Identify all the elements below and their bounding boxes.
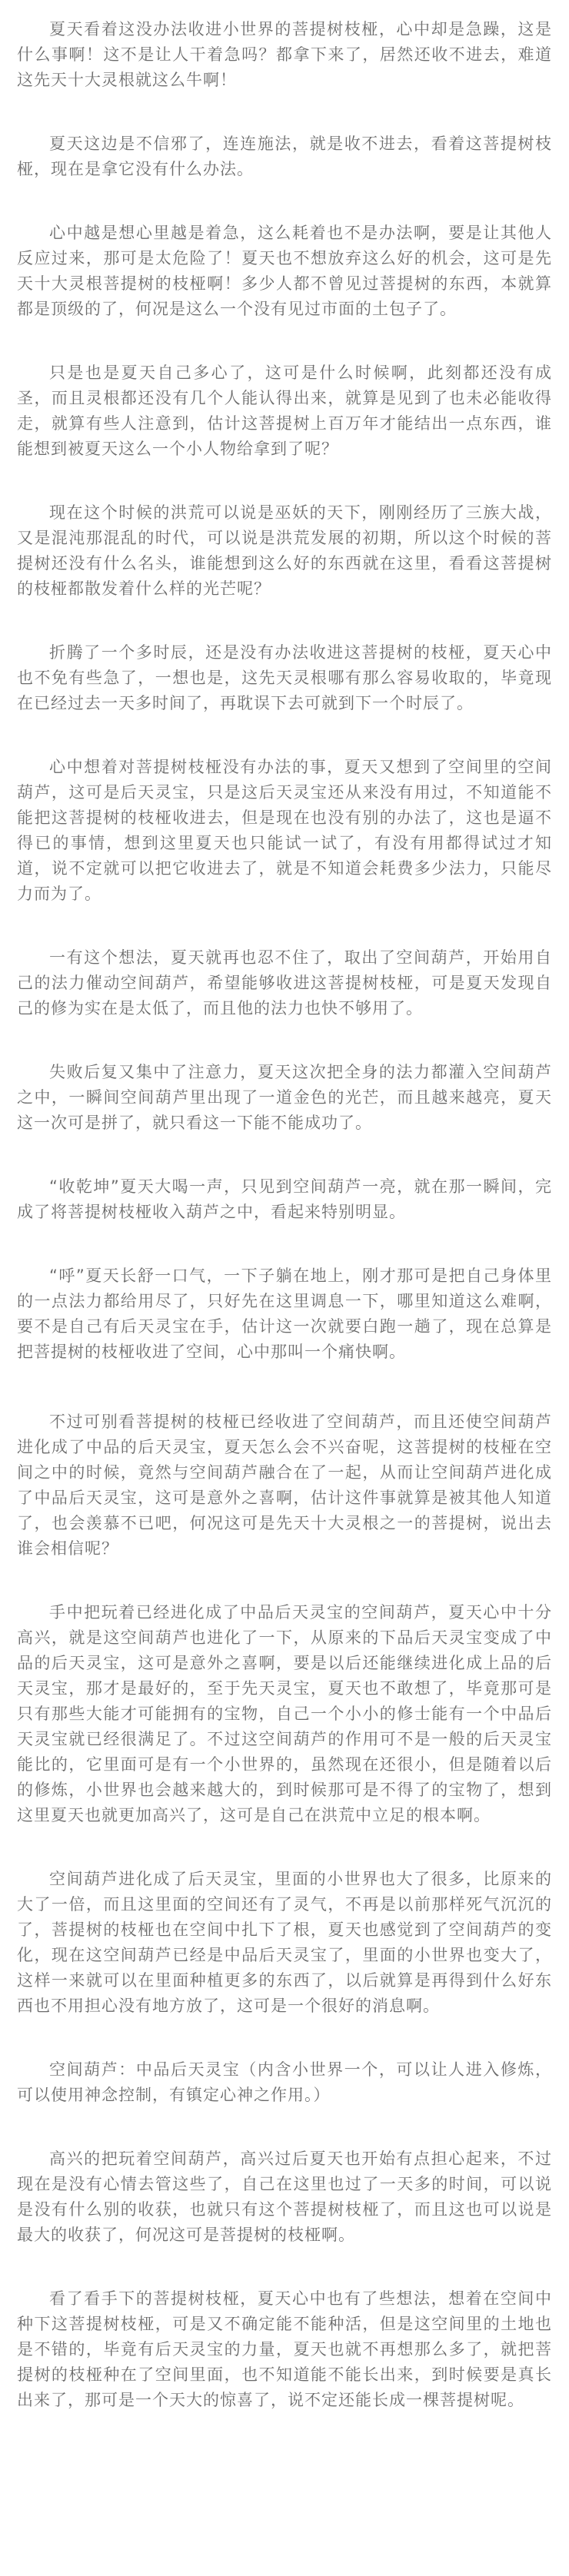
paragraph-7: 心中想着对菩提树枝桠没有办法的事，夏天又想到了空间里的空间葫芦，这可是后天灵宝，只是这后天灵宝还从来没有用过，不知道能不能把这菩提树的枝桠收进去，但是现在也没有别的办法了，这也是逼不得已的事情，想到这里夏天也只能试一试了，有没有用都得试过才知道，说不定就可以把它收进去了，就是不知道会耗费多少法力，只能尽力而为了。 — [17, 758, 552, 903]
paragraph-17: 看了看手下的菩提树枝桠，夏天心中也有了些想法，想着在空间中种下这菩提树枝桠，可是又不确定能不能种活，但是这空间里的土地也是不错的，毕竟有后天灵宝的力量，夏天也就不再想那么多了，就把菩提树的枝桠种在了空间里面，也不知道能不能长出来，到时候要是真长出来了，那可是一个天大的惊喜了，说不定还能长成一棵菩提树呢。 — [17, 2289, 552, 2409]
paragraph-5: 现在这个时候的洪荒可以说是巫妖的天下，刚刚经历了三族大战，又是混沌那混乱的时代，可以说是洪荒发展的初期，所以这个时候的菩提树还没有什么名头，谁能想到这么好的东西就在这里，看看这菩提树的枝桠都散发着什么样的光芒呢？ — [17, 503, 552, 598]
paragraph-1: 夏天看着这没办法收进小世界的菩提树枝桠，心中却是急躁，这是什么事啊！这不是让人干着急吗？都拿下来了，居然还收不进去，难道这先天十大灵根就这么牛啊！ — [17, 20, 552, 89]
paragraph-6: 折腾了一个多时辰，还是没有办法收进这菩提树的枝桠，夏天心中也不免有些急了，一想也是，这先天灵根哪有那么容易收取的，毕竟现在已经过去一天多时间了，再耽误下去可就到下一个时辰了。 — [17, 643, 552, 712]
paragraph-11: “呼”夏天长舒一口气，一下子躺在地上，刚才那可是把自己身体里的一点法力都给用尽了，只好先在这里调息一下，哪里知道这么难啊，要不是自己有后天灵宝在手，估计这一次就要白跑一趟了，现在总算是把菩提树的枝桠收进了空间，心中那叫一个痛快啊。 — [17, 1266, 552, 1361]
paragraph-2: 夏天这边是不信邪了，连连施法，就是收不进去，看着这菩提树枝桠，现在是拿它没有什么办法。 — [17, 134, 552, 178]
paragraph-8: 一有这个想法，夏天就再也忍不住了，取出了空间葫芦，开始用自己的法力催动空间葫芦，希望能够收进这菩提树枝桠，可是夏天发现自己的修为实在是太低了，而且他的法力也快不够用了。 — [17, 948, 552, 1017]
paragraph-3: 心中越是想心里越是着急，这么耗着也不是办法啊，要是让其他人反应过来，那可是太危险了！夏天也不想放弃这么好的机会，这可是先天十大灵根菩提树的枝桠啊！多少人都不曾见过菩提树的东西，本就算都是顶级的了，何况是这么一个没有见过市面的土包子了。 — [17, 224, 552, 318]
paragraph-16: 高兴的把玩着空间葫芦，高兴过后夏天也开始有点担心起来，不过现在是没有心情去管这些了，自己在这里也过了一天多的时间，可以说是没有什么别的收获，也就只有这个菩提树枝桠了，而且这也可以说是最大的收获了，何况这可是菩提树的枝桠啊。 — [17, 2149, 552, 2244]
paragraph-10: “收乾坤”夏天大喝一声，只见到空间葫芦一亮，就在那一瞬间，完成了将菩提树枝桠收入葫芦之中，看起来特别明显。 — [17, 1177, 552, 1221]
paragraph-4: 只是也是夏天自己多心了，这可是什么时候啊，此刻都还没有成圣，而且灵根都还没有几个人能认得出来，就算是见到了也未必能收得走，就算有些人注意到，估计这菩提树上百万年才能结出一点东西，谁能想到被夏天这么一个小人物给拿到了呢？ — [17, 363, 552, 458]
paragraph-12: 不过可别看菩提树的枝桠已经收进了空间葫芦，而且还使空间葫芦进化成了中品的后天灵宝，夏天怎么会不兴奋呢，这菩提树的枝桠在空间之中的时候，竟然与空间葫芦融合在了一起，从而让空间葫芦进化成了中品后天灵宝，这可是意外之喜啊，估计这件事就算是被其他人知道了，也会羡慕不已吧，何况这可是先天十大灵根之一的菩提树，说出去谁会相信呢？ — [17, 1412, 552, 1558]
paragraph-13: 手中把玩着已经进化成了中品后天灵宝的空间葫芦，夏天心中十分高兴，就是这空间葫芦也进化了一下，从原来的下品后天灵宝变成了中品的后天灵宝，这可是意外之喜啊，要是以后还能继续进化成上品的后天灵宝，那才是最好的，至于先天灵宝，夏天也不敢想了，毕竟那可是只有那些大能才可能拥有的宝物，自己一个小小的修士能有一个中品后天灵宝就已经很满足了。不过这空间葫芦的作用可不是一般的后天灵宝能比的，它里面可是有一个小世界的，虽然现在还很小，但是随着以后的修炼，小世界也会越来越大的，到时候那可是不得了的宝物了，想到这里夏天也就更加高兴了，这可是自己在洪荒中立足的根本啊。 — [17, 1603, 552, 1824]
paragraph-14: 空间葫芦进化成了后天灵宝，里面的小世界也大了很多，比原来的大了一倍，而且这里面的空间还有了灵气，不再是以前那样死气沉沉的了，菩提树的枝桠也在空间中扎下了根，夏天也感觉到了空间葫芦的变化，现在这空间葫芦已经是中品后天灵宝了，里面的小世界也变大了，这样一来就可以在里面种植更多的东西了，以后就算是再得到什么好东西也不用担心没有地方放了，这可是一个很好的消息啊。 — [17, 1870, 552, 2015]
paragraph-9: 失败后复又集中了注意力，夏天这次把全身的法力都灌入空间葫芦之中，一瞬间空间葫芦里出现了一道金色的光芒，而且越来越亮，夏天这一次可是拼了，就只看这一下能不能成功了。 — [17, 1063, 552, 1132]
paragraph-15: 空间葫芦：中品后天灵宝（内含小世界一个，可以让人进入修炼，可以使用神念控制，有镇定心神之作用。） — [17, 2060, 552, 2104]
